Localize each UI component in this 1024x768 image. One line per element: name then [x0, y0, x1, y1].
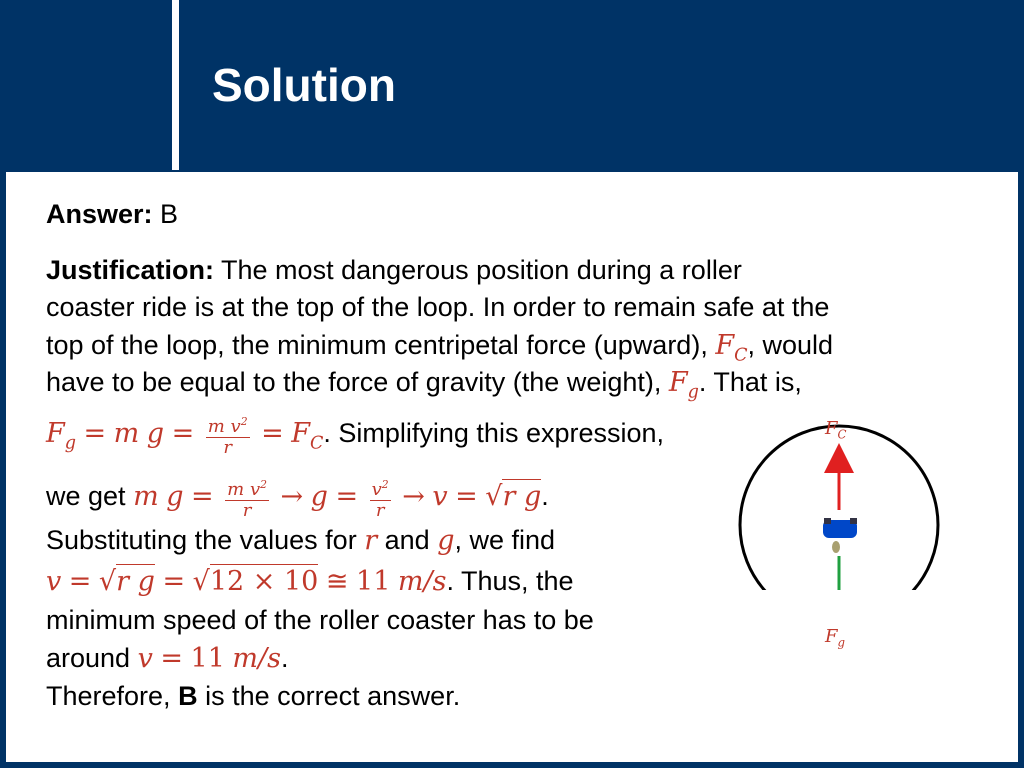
sqrt-12x10: √12 × 10 — [192, 566, 319, 597]
loop-diagram-svg — [684, 240, 994, 590]
text-segment: and — [384, 525, 430, 555]
fraction-mv2-r: $\frac{m v^2}{r}$ — [206, 412, 250, 458]
header-bar — [0, 0, 1024, 170]
text-segment: Therefore, — [46, 681, 171, 711]
text-segment: have to be equal to the force of gravity (the weight), — [46, 367, 662, 397]
text-segment: is the correct answer. — [205, 681, 461, 711]
answer-label: Answer: — [46, 199, 153, 229]
conclusion-line — [46, 678, 460, 715]
sqrt-rg: √r g — [98, 566, 155, 597]
justification-line-7: Substituting the values for r and g, we find — [46, 525, 556, 556]
coaster-wheel-right — [850, 518, 857, 524]
justification-line-2: coaster ride is at the top of the loop. In order to remain safe at the — [46, 292, 830, 322]
fg-symbol: $F_g$ — [668, 367, 699, 403]
text-segment: . — [280, 643, 289, 673]
text-segment: top of the loop, the minimum centripetal force (upward), — [46, 330, 708, 360]
fg-diagram-label: $F_g$ — [825, 626, 845, 650]
coaster-wheel-left — [824, 518, 831, 524]
text-segment: around — [46, 643, 131, 673]
fg-symbol: $F_g$ — [46, 418, 76, 454]
fc-diagram-label: $F_C$ — [825, 418, 847, 442]
justification-line-9: minimum speed of the roller coaster has to be — [46, 605, 594, 635]
header-divider — [172, 0, 179, 170]
text-segment: we get — [46, 481, 126, 512]
text-segment: . Thus, the — [446, 566, 574, 596]
justification-label: Justification: — [46, 255, 215, 285]
fc-symbol: $F_C$ — [291, 418, 324, 454]
fc-symbol: $F_C$ — [715, 330, 748, 366]
coaster-rider — [832, 541, 840, 553]
text-segment: Substituting the values for — [46, 525, 357, 555]
answer-value: B — [160, 199, 179, 229]
equation-line-2: we get m g = $\frac{m v^2}{r}$ → g = $\frac{v^2}{r}$ → v = √r g. — [46, 475, 549, 521]
text-line: The most dangerous position during a roller — [221, 255, 742, 285]
text-segment: . That is, — [698, 367, 802, 397]
justification-line-10: around v = 11 m/s. — [46, 643, 289, 674]
answer-line — [46, 196, 178, 233]
text-segment: , we find — [454, 525, 556, 555]
sqrt-rg: √r g — [485, 481, 542, 513]
fraction-v2-r: $\frac{v^2}{r}$ — [370, 475, 391, 521]
page-title: Solution — [212, 59, 396, 111]
text-segment: , would — [747, 330, 834, 360]
text-segment: . — [541, 481, 549, 512]
fraction-mv2-r: $\frac{m v^2}{r}$ — [225, 475, 269, 521]
answer-highlight: B — [178, 681, 198, 711]
loop-diagram — [684, 240, 994, 650]
text-segment: . Simplifying this expression, — [323, 418, 665, 449]
equation-line-3: v = √r g = √12 × 10 ≅ 11 m/s. Thus, the — [46, 566, 574, 597]
equation-line-1: $F_g = m$ g = $\frac{m v^2}{r}$ = $F_C$. Simplifying this expression, — [46, 412, 664, 463]
justification-line-1 — [46, 252, 742, 289]
